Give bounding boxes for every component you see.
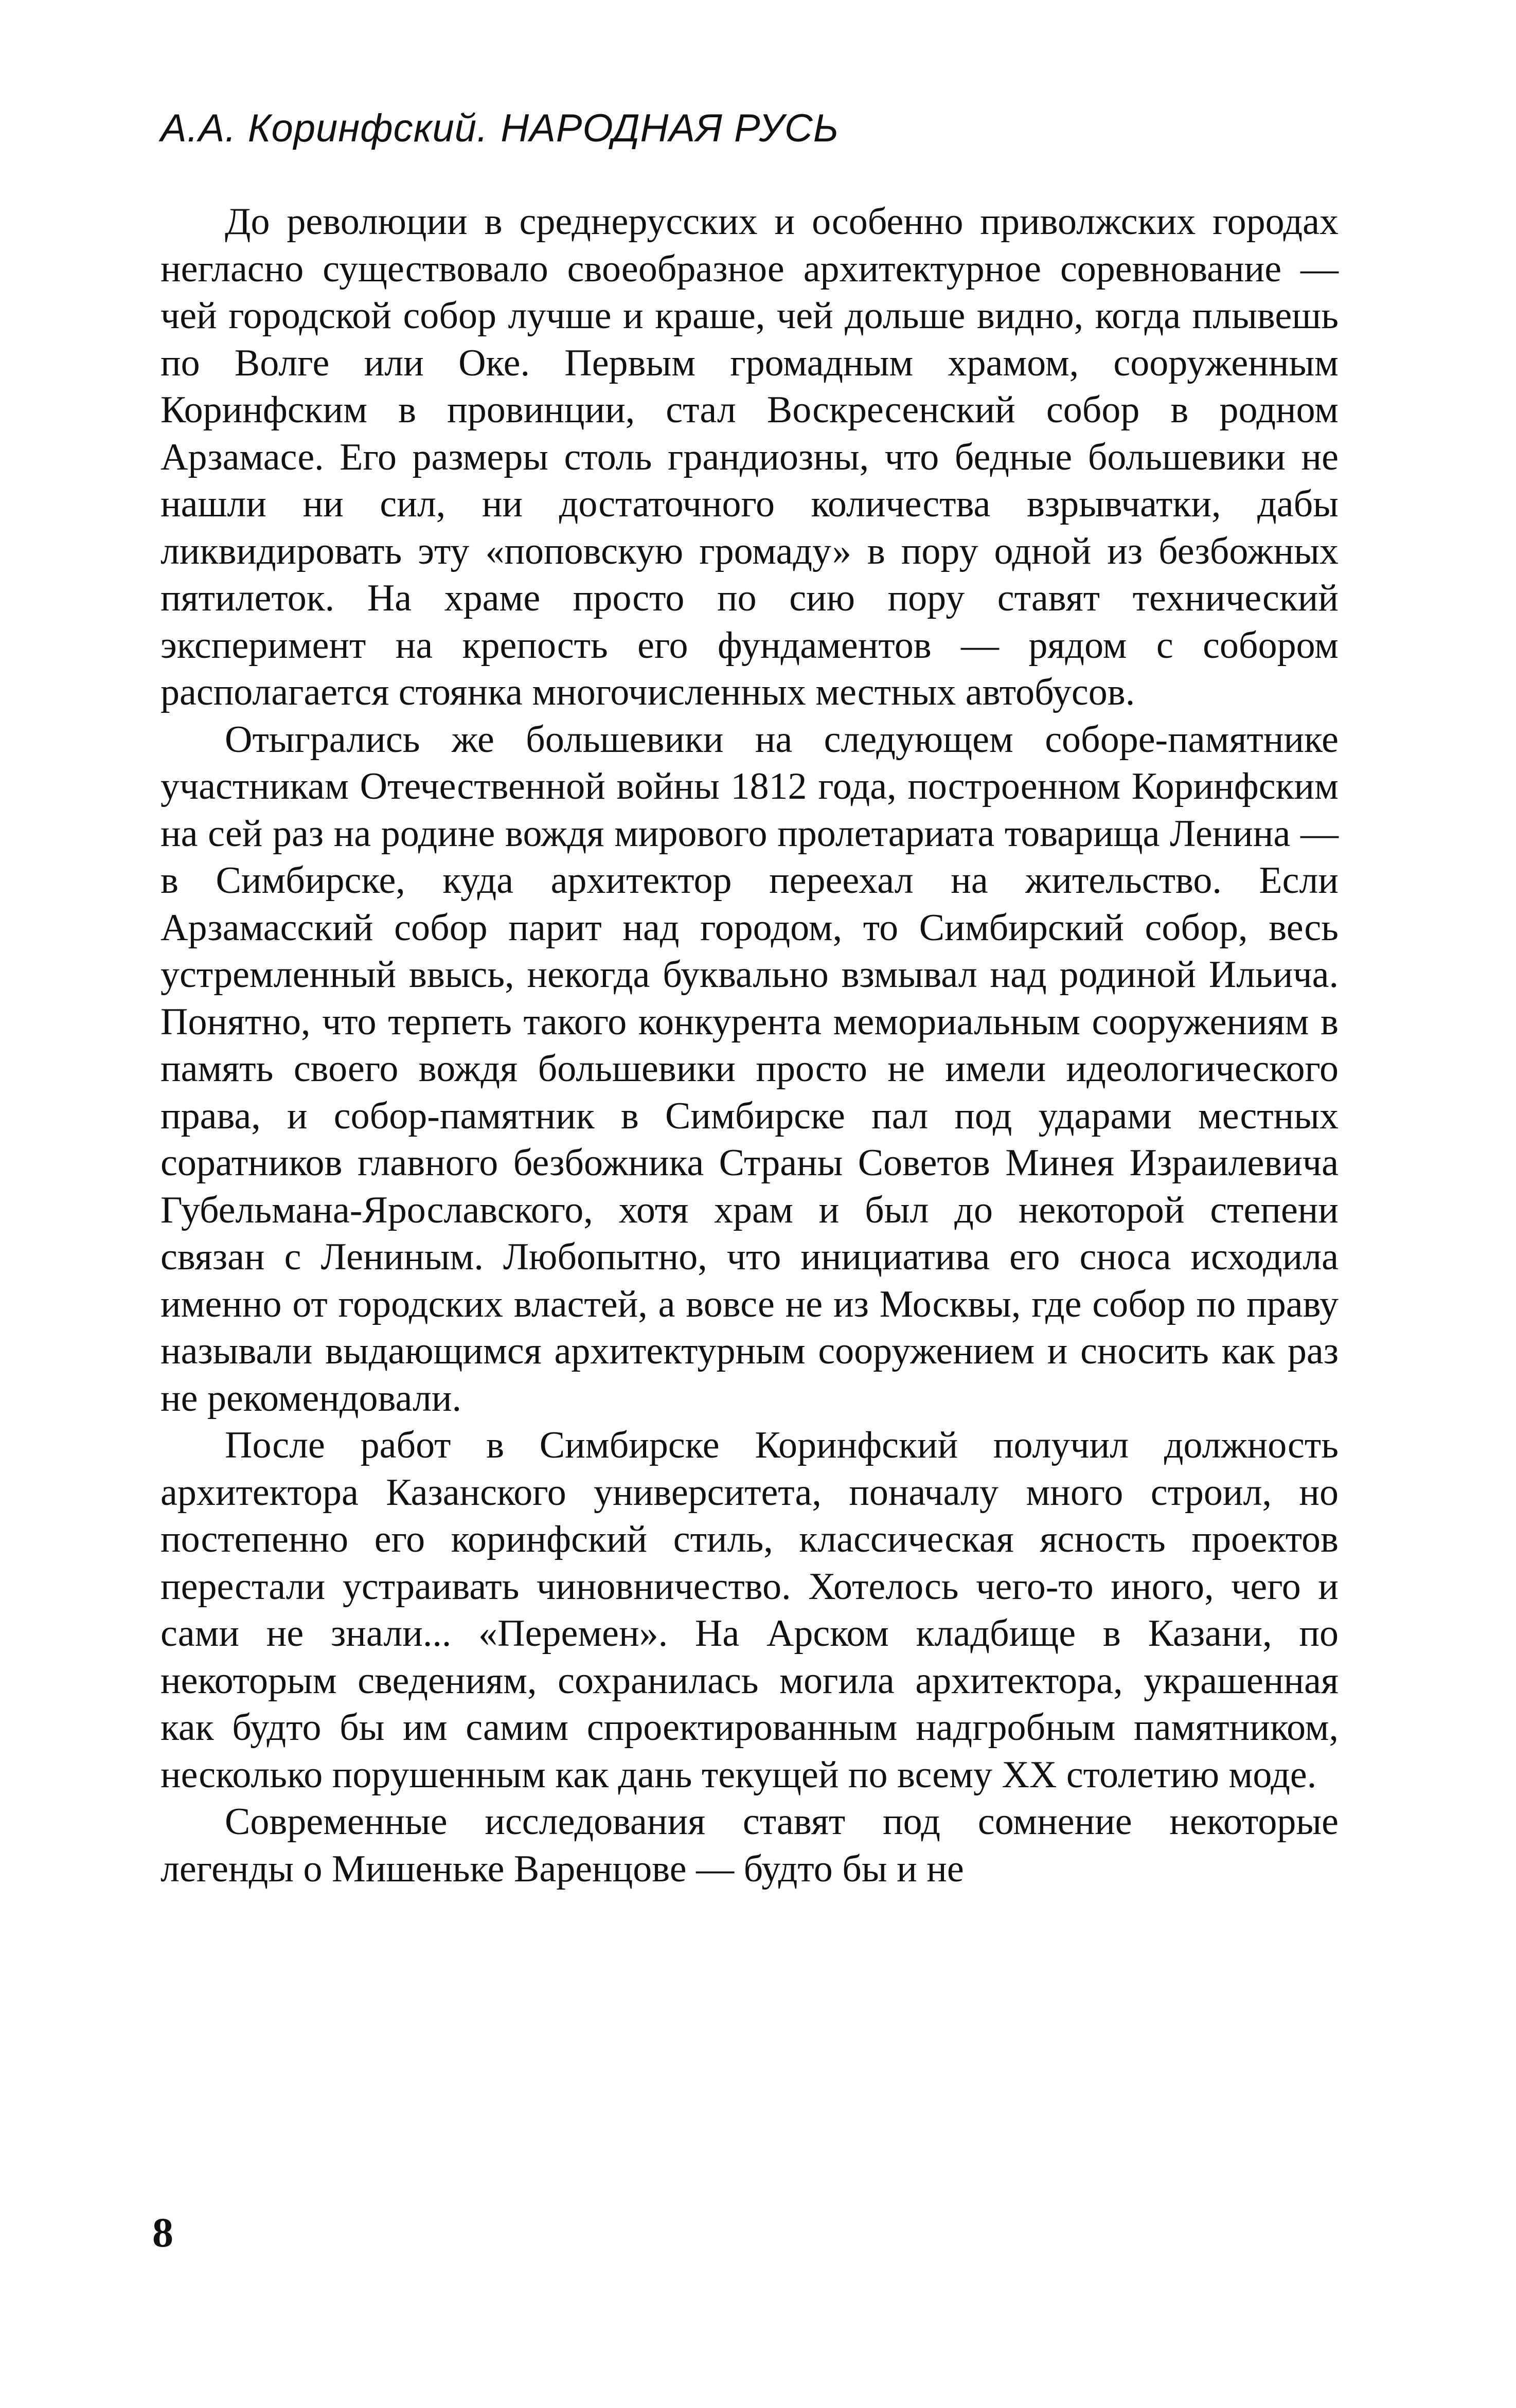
running-header [160, 106, 840, 150]
header-author: А.А. Коринфский. [160, 106, 489, 150]
paragraph: После работ в Симбирске Коринфский получил должность архитектора Казанского университета, поначалу много строил, но постепенно его коринфский стиль, классическая ясность проектов перестали устраивать чиновничество. Хотелось чего-то иного, чего и сами не знали... «Перемен». На Арском кладбище в Казани, по некоторым сведениям, сохранилась могила архитектора, украшенная как будто бы им самим спроектированным надгробным памятником, несколько порушенным как дань текущей по всему XX столетию моде. [160, 1424, 1339, 1796]
paragraph: Современные исследования ставят под сомнение некоторые легенды о Мишеньке Варенцове — будто бы и не [160, 1801, 1339, 1890]
page-number: 8 [152, 2209, 173, 2256]
header-title: НАРОДНАЯ РУСЬ [501, 106, 840, 150]
body-text [160, 199, 1339, 1893]
paragraph: До революции в среднерусских и особенно приволжских городах негласно существовало своеобразное архитектурное соревнование — чей городской собор лучше и краше, чей дольше видно, когда плывешь по Волге или Оке. Первым громадным храмом, сооруженным Коринфским в провинции, стал Воскресенский собор в родном Арзамасе. Его размеры столь грандиозны, что бедные большевики не нашли ни сил, ни достаточного количества взрывчатки, дабы ликвидировать эту «поповскую громаду» в пору одной из безбожных пятилеток. На храме просто по сию пору ставят технический эксперимент на крепость его фундаментов — рядом с собором располагается стоянка многочисленных местных автобусов. [160, 201, 1339, 713]
paragraph: Отыгрались же большевики на следующем соборе-памятнике участникам Отечественной войны 1812 года, построенном Коринфским на сей раз на родине вождя мирового пролетариата товарища Ленина — в Симбирске, куда архитектор переехал на жительство. Если Арзамасский собор парит над городом, то Симбирский собор, весь устремленный ввысь, некогда буквально взмывал над родиной Ильича. Понятно, что терпеть такого конкурента мемориальным сооружениям в память своего вождя большевики просто не имели идеологического права, и собор-памятник в Симбирске пал под ударами местных соратников главного безбожника Страны Советов Минея Израилевича Губельмана-Ярославского, хотя храм и был до некоторой степени связан с Лениным. Любопытно, что инициатива его сноса исходила именно от городских властей, а вовсе не из Москвы, где собор по праву называли выдающимся архитектурным сооружением и сносить как раз не рекомендовали. [160, 718, 1339, 1419]
